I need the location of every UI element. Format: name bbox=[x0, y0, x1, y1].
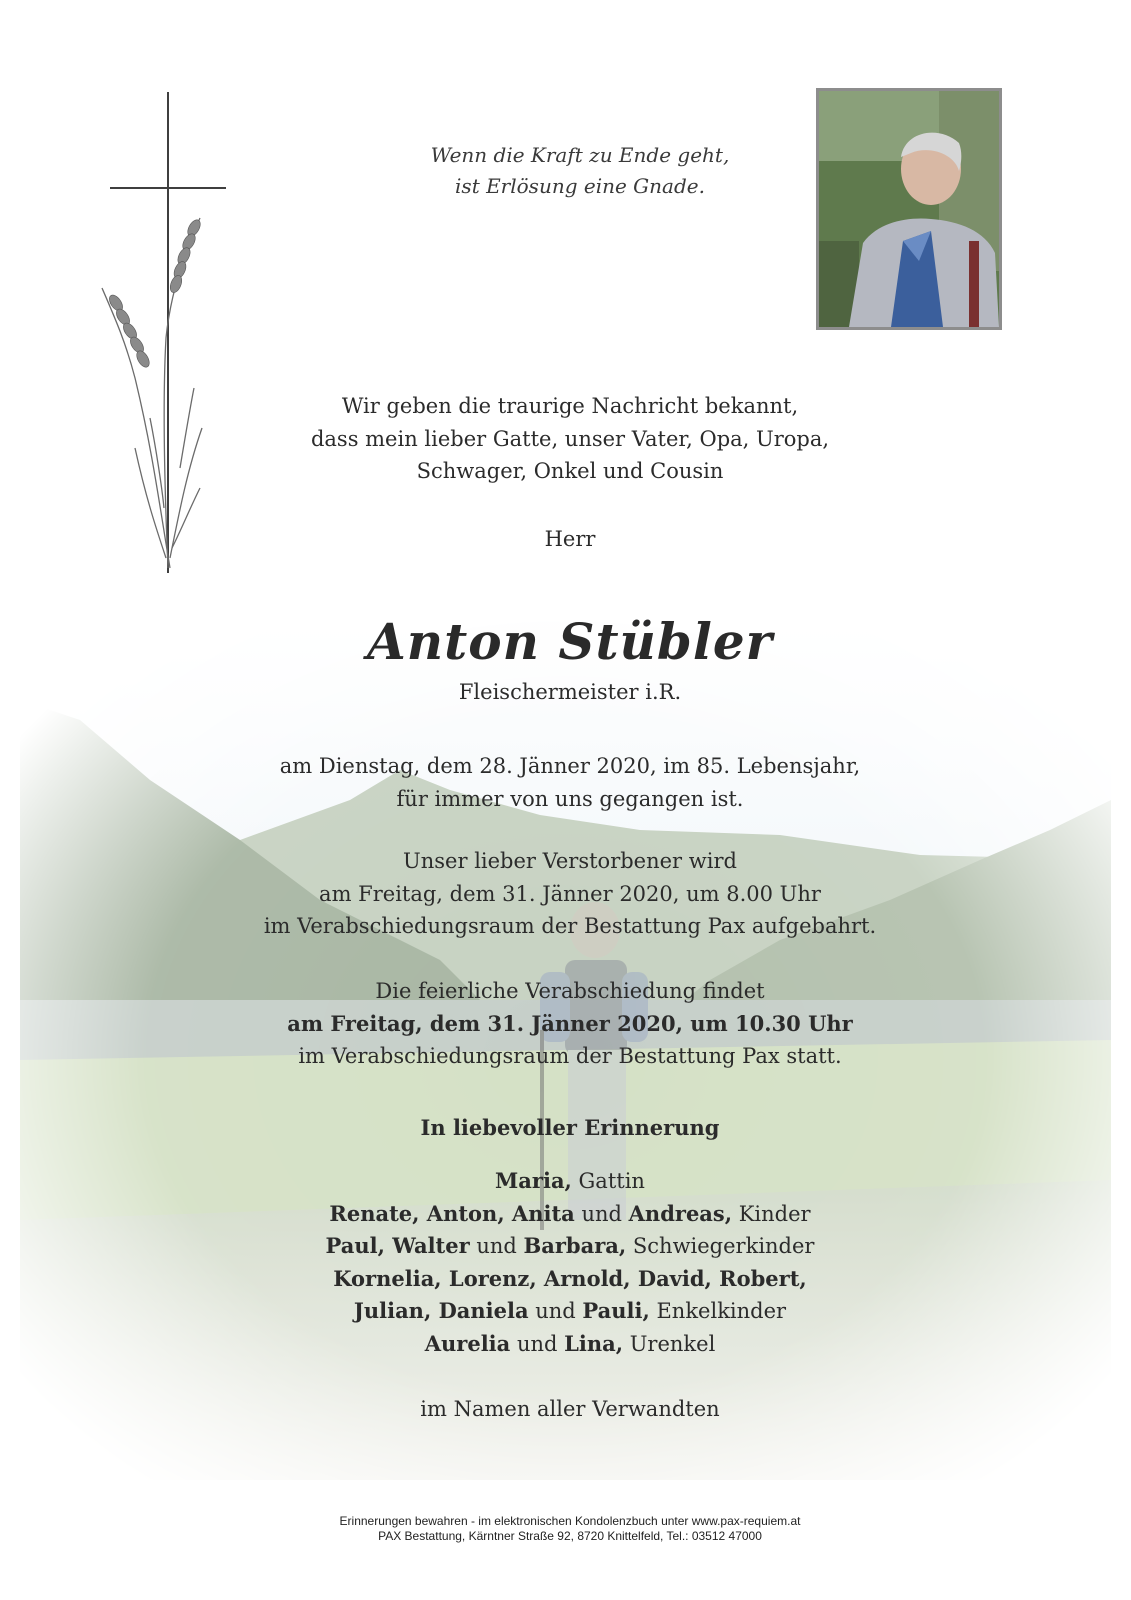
viewing-line-2: am Freitag, dem 31. Jänner 2020, um 8.00 Uhr bbox=[319, 881, 821, 906]
cross-with-wheat-icon bbox=[90, 88, 240, 578]
viewing-notice bbox=[180, 845, 960, 943]
mourners-list bbox=[180, 1165, 960, 1360]
mourner-row: Julian, Daniela und Pauli, Enkelkinder bbox=[353, 1298, 787, 1323]
footer-line-1: Erinnerungen bewahren - im elektronischen Kondolenzbuch unter www.pax-requiem.at bbox=[339, 1514, 801, 1528]
deceased-name: Anton Stübler bbox=[366, 612, 774, 671]
ceremony-line-2: am Freitag, dem 31. Jänner 2020, um 10.30 Uhr bbox=[287, 1010, 853, 1036]
salutation: Herr bbox=[544, 527, 596, 551]
ceremony-line-3: im Verabschiedungsraum der Bestattung Pax statt. bbox=[298, 1044, 842, 1068]
mourner-row: Aurelia und Lina, Urenkel bbox=[424, 1330, 716, 1356]
memorial-quote bbox=[420, 140, 740, 202]
footer-line-2: PAX Bestattung, Kärntner Straße 92, 8720 Knittelfeld, Tel.: 03512 47000 bbox=[378, 1529, 762, 1543]
announcement-line-2: dass mein lieber Gatte, unser Vater, Opa, Uropa, bbox=[310, 426, 830, 451]
ceremony-line-1: Die feierliche Verabschiedung findet bbox=[375, 979, 765, 1003]
announcement-line-3: Schwager, Onkel und Cousin bbox=[416, 459, 724, 483]
closing-line: im Namen aller Verwandten bbox=[420, 1397, 720, 1421]
announcement bbox=[180, 390, 960, 488]
quote-line-2: ist Erlösung eine Gnade. bbox=[455, 174, 705, 198]
footer bbox=[200, 1514, 940, 1544]
mourner-row: Maria, Gattin bbox=[495, 1168, 645, 1193]
death-line-2: für immer von uns gegangen ist. bbox=[396, 786, 744, 811]
mourners-heading: In liebevoller Erinnerung bbox=[420, 1115, 720, 1140]
mourner-row: Kornelia, Lorenz, Arnold, David, Robert, bbox=[333, 1265, 807, 1291]
portrait-photo bbox=[816, 88, 1002, 330]
viewing-line-3: im Verabschiedungsraum der Bestattung Pax aufgebahrt. bbox=[263, 914, 877, 938]
mourner-row: Paul, Walter und Barbara, Schwiegerkinder bbox=[325, 1233, 815, 1258]
deceased-profession: Fleischermeister i.R. bbox=[458, 680, 682, 704]
viewing-line-1: Unser lieber Verstorbener wird bbox=[403, 849, 737, 873]
announcement-line-1: Wir geben die traurige Nachricht bekannt, bbox=[341, 394, 799, 418]
mourner-row: Renate, Anton, Anita und Andreas, Kinder bbox=[329, 1200, 811, 1226]
ceremony-notice bbox=[180, 975, 960, 1073]
death-notice bbox=[180, 750, 960, 815]
death-line-1: am Dienstag, dem 28. Jänner 2020, im 85. Lebensjahr, bbox=[279, 754, 861, 778]
quote-line-1: Wenn die Kraft zu Ende geht, bbox=[430, 143, 730, 167]
